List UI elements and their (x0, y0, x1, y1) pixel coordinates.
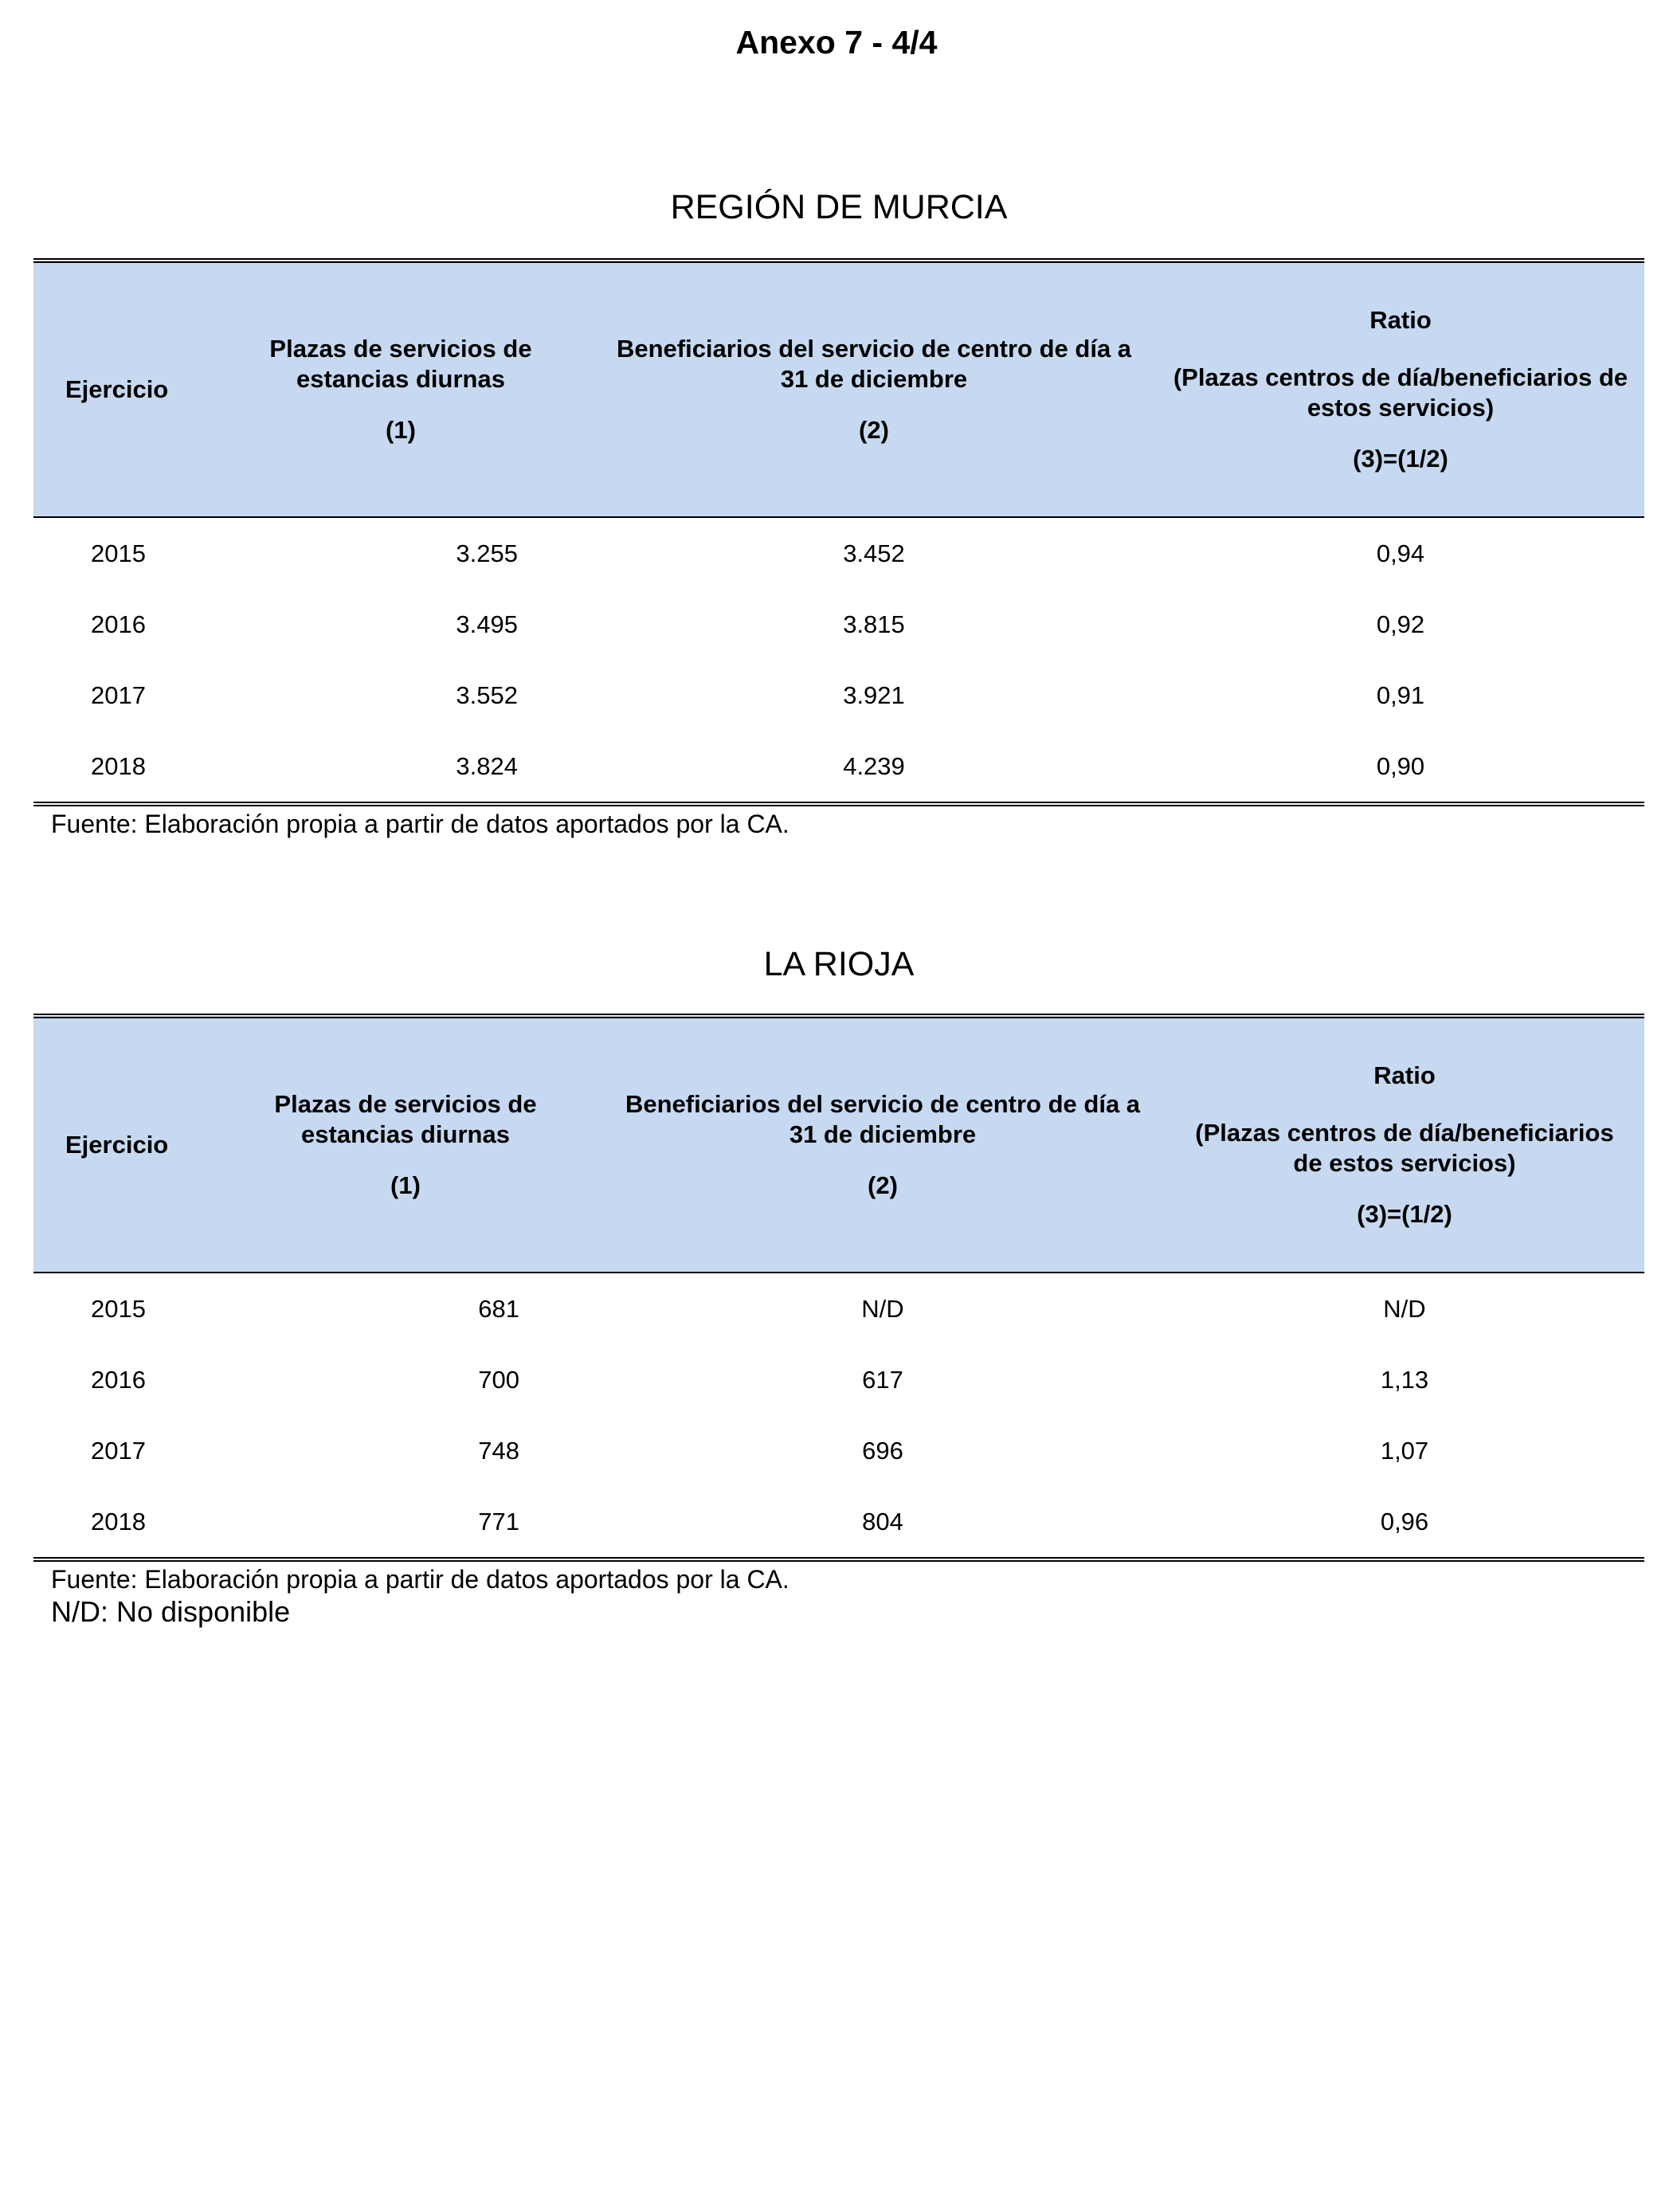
cell-plazas: 748 (478, 1436, 519, 1465)
table-header-row (33, 1016, 1644, 1273)
cell-plazas: 771 (210, 1486, 601, 1559)
section-la-rioja (33, 942, 1644, 1629)
cell-beneficiarios: 617 (862, 1365, 903, 1394)
header-ratio (1157, 261, 1644, 517)
table-row (33, 517, 1644, 589)
cell-ratio: 0,94 (1376, 539, 1425, 567)
source-note: Fuente: Elaboración propia a partir de datos aportados por la CA. (51, 810, 789, 838)
header-beneficiarios (601, 1016, 1165, 1273)
cell-year: 2015 (91, 1294, 146, 1323)
cell-beneficiarios: 3.452 (843, 539, 905, 567)
section-title: LA RIOJA (763, 945, 915, 983)
source-note: Fuente: Elaboración propia a partir de datos aportados por la CA. (51, 1565, 789, 1594)
cell-ratio: 1,07 (1380, 1436, 1429, 1465)
page-title: Anexo 7 - 4/4 (735, 24, 938, 61)
cell-beneficiarios: 696 (862, 1436, 903, 1465)
cell-ratio: N/D (1383, 1294, 1426, 1323)
header-plazas-note: (1) (386, 416, 416, 444)
header-plazas-label: Plazas de servicios de estancias diurnas (269, 335, 532, 393)
header-ejercicio: Ejercicio (33, 261, 210, 517)
header-ratio-note: (3)=(1/2) (1357, 1200, 1452, 1228)
header-ratio-desc: (Plazas centros de día/beneficiarios de estos servicios) (1195, 1119, 1614, 1177)
header-ratio-title: Ratio (1369, 306, 1432, 334)
header-ratio-desc: (Plazas centros de día/beneficiarios de estos servicios) (1173, 363, 1628, 422)
table-header-row (33, 261, 1644, 517)
nd-note: N/D: No disponible (51, 1595, 291, 1628)
cell-ratio: 1,13 (1380, 1365, 1429, 1394)
header-ratio-note: (3)=(1/2) (1353, 445, 1448, 473)
header-beneficiarios-label: Beneficiarios del servicio de centro de día a 31 de diciembre (625, 1090, 1141, 1148)
cell-beneficiarios: N/D (861, 1294, 904, 1323)
cell-plazas: 3.824 (210, 731, 591, 804)
header-beneficiarios-label: Beneficiarios del servicio de centro de día a 31 de diciembre (616, 335, 1132, 393)
section-murcia (33, 185, 1644, 840)
cell-ratio: 0,90 (1157, 731, 1644, 804)
data-table-la-rioja (33, 1014, 1644, 1562)
cell-plazas: 3.495 (456, 610, 518, 638)
header-ejercicio: Ejercicio (33, 1016, 210, 1273)
header-plazas (210, 261, 591, 517)
cell-plazas: 3.255 (456, 539, 518, 567)
cell-year: 2018 (33, 1486, 210, 1559)
cell-year: 2016 (91, 1365, 146, 1394)
header-beneficiarios-note: (2) (868, 1171, 898, 1199)
header-beneficiarios (591, 261, 1157, 517)
cell-ratio: 0,96 (1165, 1486, 1644, 1559)
table-row (33, 1486, 1644, 1559)
header-ratio (1165, 1016, 1644, 1273)
data-table-murcia (33, 258, 1644, 806)
cell-year: 2015 (91, 539, 146, 567)
section-title: REGIÓN DE MURCIA (670, 188, 1008, 226)
cell-year: 2018 (33, 731, 210, 804)
cell-ratio: 0,92 (1376, 610, 1425, 638)
header-plazas-label: Plazas de servicios de estancias diurnas (274, 1090, 537, 1148)
table-row (33, 589, 1644, 660)
table-row (33, 660, 1644, 731)
cell-ratio: 0,91 (1376, 680, 1425, 709)
cell-plazas: 700 (478, 1365, 519, 1394)
cell-beneficiarios: 804 (601, 1486, 1165, 1559)
table-row (33, 1344, 1644, 1415)
table-row (33, 731, 1644, 804)
cell-year: 2017 (91, 680, 146, 709)
header-ratio-title: Ratio (1373, 1061, 1436, 1089)
table-row (33, 1415, 1644, 1486)
cell-year: 2016 (91, 610, 146, 638)
cell-beneficiarios: 4.239 (591, 731, 1157, 804)
cell-year: 2017 (91, 1436, 146, 1465)
header-plazas (210, 1016, 601, 1273)
header-plazas-note: (1) (390, 1171, 421, 1199)
cell-plazas: 3.552 (456, 680, 518, 709)
table-row (33, 1273, 1644, 1344)
header-beneficiarios-note: (2) (859, 416, 889, 444)
cell-beneficiarios: 3.921 (843, 680, 905, 709)
cell-plazas: 681 (478, 1294, 519, 1323)
cell-beneficiarios: 3.815 (843, 610, 905, 638)
